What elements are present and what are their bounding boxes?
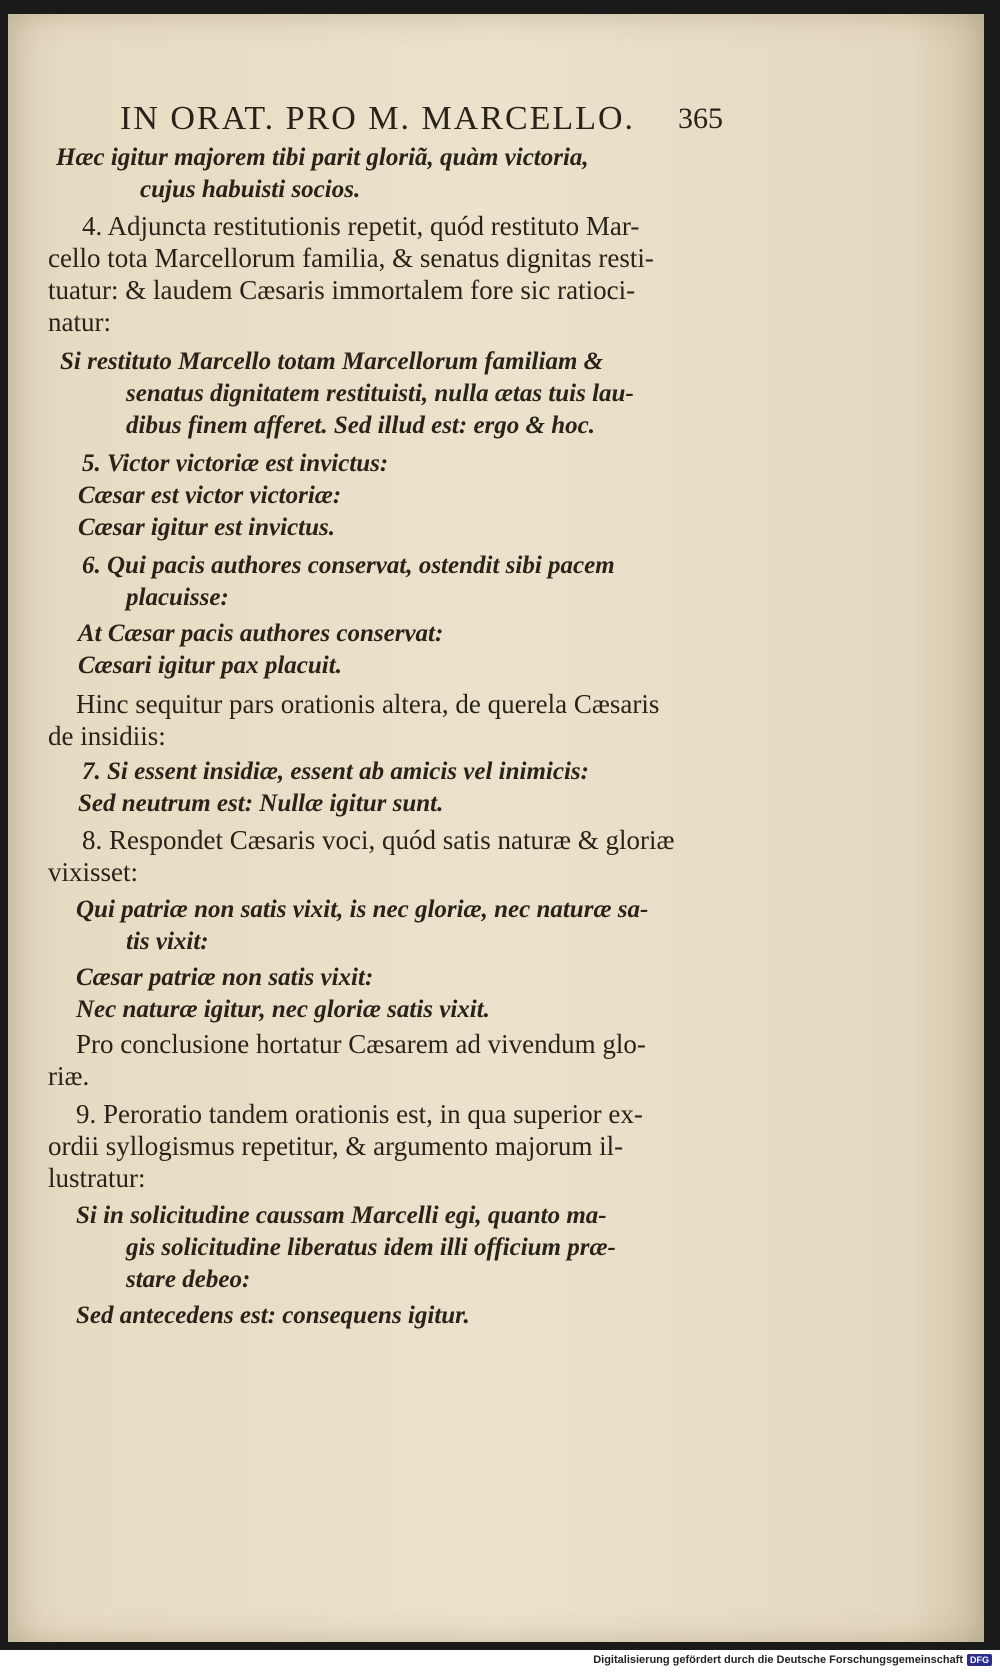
text-line: Qui patriæ non satis vixit, is nec gloriæ, nec naturæ sa-	[76, 896, 649, 923]
text-line: cujus habuisti socios.	[140, 176, 361, 203]
page-number: 365	[678, 102, 723, 135]
text-line: stare debeo:	[126, 1266, 251, 1293]
text-line: Cæsar patriæ non satis vixit:	[76, 964, 374, 991]
text-line: 6. Qui pacis authores conservat, ostendit sibi pacem	[82, 552, 615, 579]
text-line: 7. Si essent insidiæ, essent ab amicis vel inimicis:	[82, 758, 589, 785]
page-text	[8, 14, 984, 1642]
text-line: lustratur:	[48, 1163, 146, 1193]
text-line: placuisse:	[126, 584, 229, 611]
text-line: 4. Adjuncta restitutionis repetit, quód restituto Mar-	[82, 211, 640, 241]
text-line: vixisset:	[48, 857, 139, 887]
digitization-credit	[593, 1654, 992, 1666]
text-line: de insidiis:	[48, 721, 166, 751]
text-line: Pro conclusione hortatur Cæsarem ad vivendum glo-	[76, 1029, 646, 1059]
text-line: Si restituto Marcello totam Marcellorum familiam &	[60, 348, 604, 375]
text-line: senatus dignitatem restituisti, nulla ætas tuis lau-	[126, 380, 634, 407]
text-line: tuatur: & laudem Cæsaris immortalem fore sic ratioci-	[48, 275, 636, 305]
running-header: IN ORAT. PRO M. MARCELLO.	[120, 100, 636, 137]
text-line: Hæc igitur majorem tibi parit gloriã, quàm victoria,	[56, 144, 589, 171]
book-page	[8, 14, 984, 1642]
text-line: Cæsari igitur pax placuit.	[78, 652, 342, 679]
text-line: Cæsar igitur est invictus.	[78, 514, 335, 541]
text-line: Hinc sequitur pars orationis altera, de querela Cæsaris	[76, 689, 660, 719]
text-line: dibus finem afferet. Sed illud est: ergo & hoc.	[126, 412, 595, 439]
text-line: Sed neutrum est: Nullæ igitur sunt.	[78, 790, 444, 817]
credit-text: Digitalisierung gefördert durch die Deutsche Forschungsgemeinschaft	[593, 1654, 963, 1666]
text-line: Nec naturæ igitur, nec gloriæ satis vixit.	[76, 996, 490, 1023]
text-line: 5. Victor victoriæ est invictus:	[82, 450, 389, 477]
text-line: Sed antecedens est: consequens igitur.	[76, 1302, 470, 1329]
text-line: riæ.	[48, 1061, 90, 1091]
text-line: Si in solicitudine caussam Marcelli egi, quanto ma-	[76, 1202, 607, 1229]
text-line: 8. Respondet Cæsaris voci, quód satis naturæ & gloriæ	[82, 825, 675, 855]
text-line: natur:	[48, 307, 111, 337]
text-line: cello tota Marcellorum familia, & senatus dignitas resti-	[48, 243, 654, 273]
text-line: At Cæsar pacis authores conservat:	[78, 620, 444, 647]
text-line: ordii syllogismus repetitur, & argumento majorum il-	[48, 1131, 624, 1161]
dfg-logo: DFG	[967, 1654, 992, 1666]
text-line: gis solicitudine liberatus idem illi officium præ-	[126, 1234, 616, 1261]
text-line: tis vixit:	[126, 928, 209, 955]
text-line: Cæsar est victor victoriæ:	[78, 482, 342, 509]
text-line: 9. Peroratio tandem orationis est, in qua superior ex-	[76, 1099, 643, 1129]
